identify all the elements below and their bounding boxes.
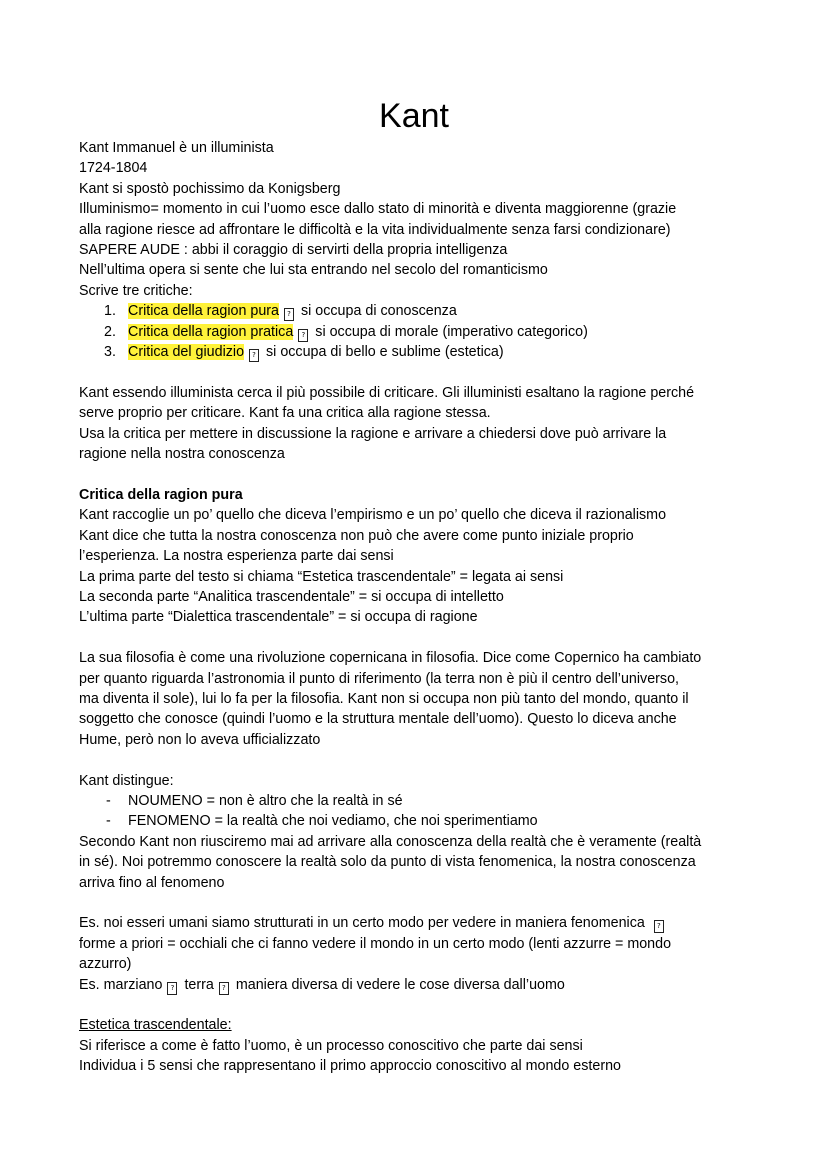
- list-description: si occupa di bello e sublime (estetica): [266, 344, 504, 361]
- text-line: ragione nella nostra conoscenza: [79, 446, 285, 463]
- text-line: La prima parte del testo si chiama “Estetica trascendentale” = legata ai sensi: [79, 568, 564, 585]
- bullet-dash: -: [106, 792, 111, 809]
- example-text: Es. marziano: [79, 976, 163, 993]
- text-line: Kant si spostò pochissimo da Konigsberg: [79, 180, 341, 197]
- highlighted-title: Critica della ragion pura: [128, 303, 279, 320]
- list-item-critica-2: [79, 322, 739, 342]
- page-title: Kant: [379, 97, 449, 135]
- text-line: forme a priori = occhiali che ci fanno vedere il mondo in un certo modo (lenti azzurre = mondo: [79, 935, 672, 952]
- text-line: soggetto che conosce (quindi l’uomo e la struttura mentale dell’uomo). Questo lo diceva anche: [79, 711, 677, 728]
- text-line: alla ragione riesce ad affrontare le difficoltà e la vita individualmente senza farsi condizionare): [79, 221, 671, 238]
- text-line: 1724-1804: [79, 160, 148, 177]
- highlighted-title: Critica del giudizio: [128, 344, 245, 361]
- text-line: La seconda parte “Analitica trascendentale” = si occupa di intelletto: [79, 588, 504, 605]
- arrow-glyph-icon: ?: [284, 308, 294, 321]
- arrow-glyph-icon: ?: [654, 920, 664, 933]
- list-item-critica-1: [79, 301, 739, 321]
- text-line: per quanto riguarda l’astronomia il punto di riferimento (la terra non è più il centro dell’universo,: [79, 670, 679, 687]
- document-body: [79, 138, 739, 1077]
- text-line: serve proprio per criticare. Kant fa una critica alla ragione stessa.: [79, 405, 491, 422]
- list-description: si occupa di morale (imperativo categorico): [315, 323, 588, 340]
- text-line: Kant dice che tutta la nostra conoscenza non può che avere come punto iniziale proprio: [79, 527, 634, 544]
- text-line: Kant Immanuel è un illuminista: [79, 140, 274, 156]
- text-line: l’esperienza. La nostra esperienza parte dai sensi: [79, 548, 394, 565]
- text-line: Individua i 5 sensi che rappresentano il primo approccio conoscitivo al mondo esterno: [79, 1058, 621, 1075]
- text-line: Kant distingue:: [79, 772, 174, 789]
- text-line: Kant essendo illuminista cerca il più possibile di criticare. Gli illuministi esaltano la ragione perché: [79, 384, 695, 401]
- list-text: FENOMENO = la realtà che noi vediamo, che noi sperimentiamo: [128, 813, 538, 830]
- text-line: ma diventa il sole), lui lo fa per la filosofia. Kant non si occupa non più tanto del mondo, quanto il: [79, 690, 689, 707]
- text-line: La sua filosofia è come una rivoluzione copernicana in filosofia. Dice come Copernico ha cambiato: [79, 650, 702, 667]
- list-text: NOUMENO = non è altro che la realtà in sé: [128, 792, 403, 809]
- text-line: arriva fino al fenomeno: [79, 874, 225, 891]
- text-line: Illuminismo= momento in cui l’uomo esce dallo stato di minorità e diventa maggiorenne (grazie: [79, 201, 677, 218]
- text-line: [79, 913, 739, 933]
- example-text: maniera diversa di vedere le cose diversa dall’uomo: [235, 976, 565, 993]
- text-line: Kant raccoglie un po’ quello che diceva l’empirismo e un po’ quello che diceva il razionalismo: [79, 507, 667, 524]
- text-line: SAPERE AUDE : abbi il coraggio di servirti della propria intelligenza: [79, 242, 508, 259]
- list-number: 2.: [104, 323, 116, 340]
- text-line: in sé). Noi potremmo conoscere la realtà solo da punto di vista fenomenica, la nostra conoscenza: [79, 854, 696, 871]
- section-heading: Critica della ragion pura: [79, 486, 243, 503]
- list-number: 1.: [104, 303, 116, 320]
- highlighted-title: Critica della ragion pratica: [128, 323, 294, 340]
- text-line: [79, 975, 739, 995]
- text-line: Scrive tre critiche:: [79, 282, 193, 299]
- text-line: Si riferisce a come è fatto l’uomo, è un processo conoscitivo che parte dai sensi: [79, 1037, 583, 1054]
- list-item-noumeno: [79, 791, 739, 811]
- list-description: si occupa di conoscenza: [301, 303, 457, 320]
- arrow-glyph-icon: ?: [249, 349, 259, 362]
- example-text: terra: [184, 976, 214, 993]
- list-number: 3.: [104, 344, 116, 361]
- list-item-fenomeno: [79, 811, 739, 831]
- arrow-glyph-icon: ?: [298, 329, 308, 342]
- arrow-glyph-icon: ?: [219, 982, 229, 995]
- list-item-critica-3: [79, 342, 739, 362]
- bullet-dash: -: [106, 813, 111, 830]
- text-line: Hume, però non lo aveva ufficializzato: [79, 731, 321, 748]
- section-heading: Estetica trascendentale:: [79, 1017, 232, 1034]
- text-line: Secondo Kant non riusciremo mai ad arrivare alla conoscenza della realtà che è veramente (realtà: [79, 833, 702, 850]
- example-text: Es. noi esseri umani siamo strutturati in un certo modo per vedere in maniera fenomenica: [79, 915, 645, 932]
- arrow-glyph-icon: ?: [167, 982, 177, 995]
- text-line: Usa la critica per mettere in discussione la ragione e arrivare a chiedersi dove può arrivare la: [79, 425, 667, 442]
- text-line: Nell’ultima opera si sente che lui sta entrando nel secolo del romanticismo: [79, 262, 548, 279]
- text-line: azzurro): [79, 956, 132, 973]
- text-line: L’ultima parte “Dialettica trascendentale” = si occupa di ragione: [79, 609, 478, 626]
